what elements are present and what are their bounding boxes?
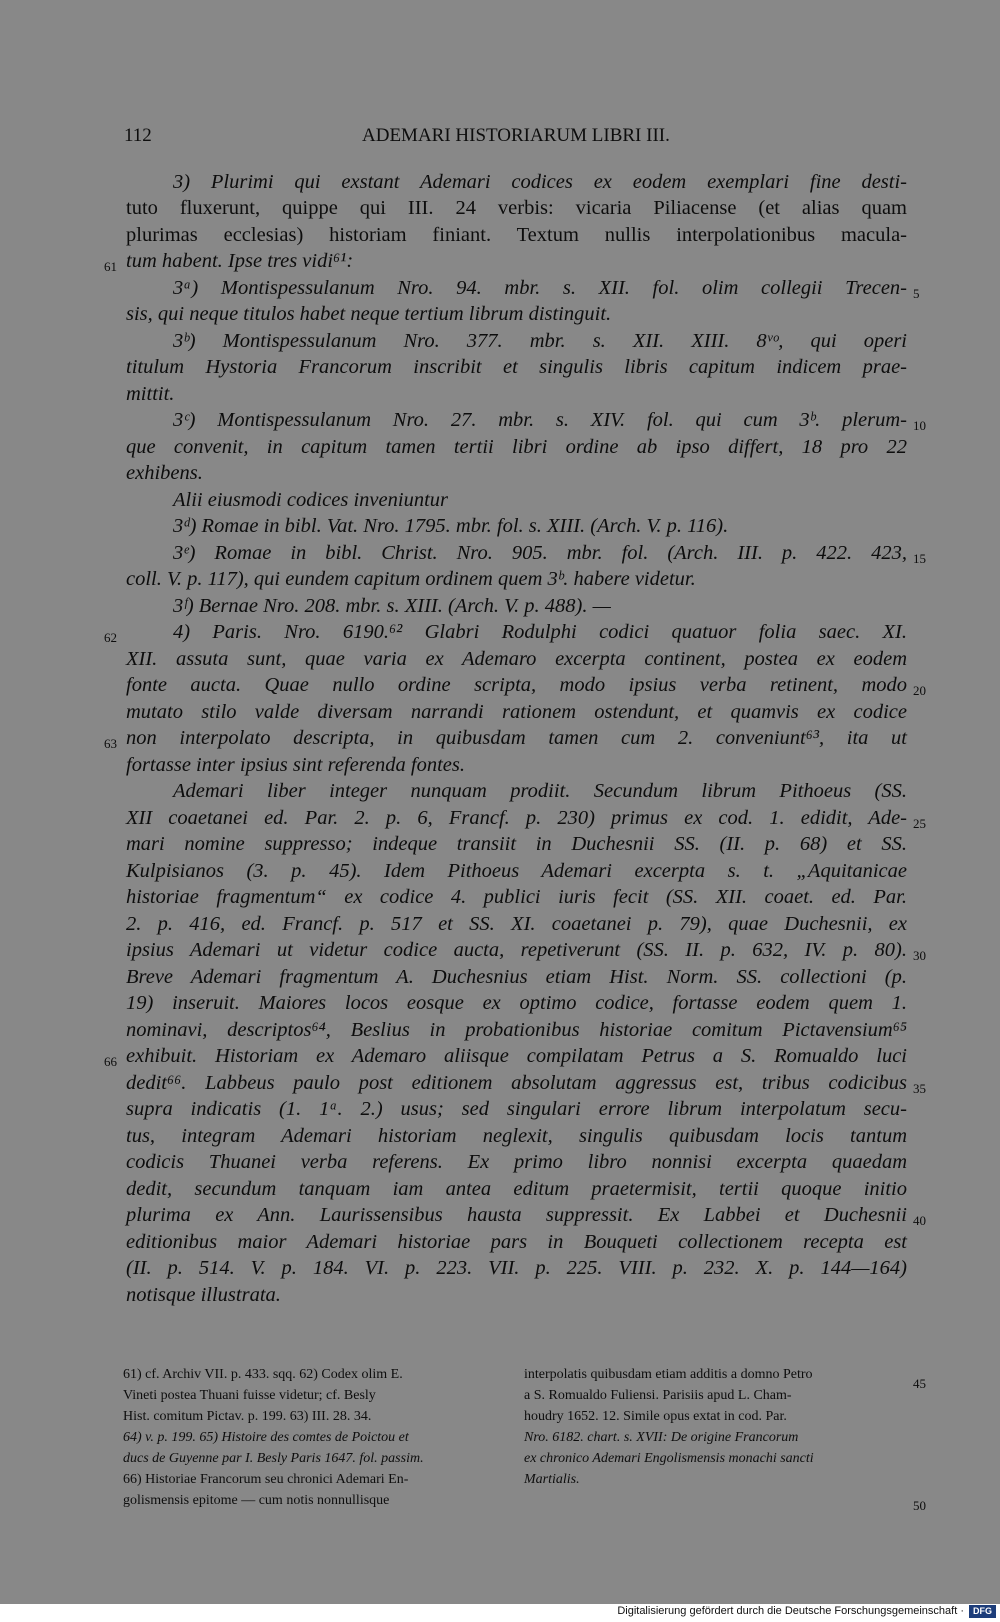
text-line: tuto fluxerunt, quippe qui III. 24 verbis: vicaria Piliacense (et alias quam	[126, 197, 907, 219]
text-line: editionibus maior Ademari historiae pars in Bouqueti collectionem recepta est	[126, 1231, 907, 1253]
text-line: XII coaetanei ed. Par. 2. p. 6, Francf. p. 230) primus ex cod. 1. edidit, Ade-	[126, 807, 907, 829]
line-number: 10	[913, 418, 926, 433]
text-line: dedit, secundum tanquam iam antea editum praetermisit, tertii quoque initio	[126, 1178, 907, 1200]
text-line: 3ᵈ) Romae in bibl. Vat. Nro. 1795. mbr. fol. s. XIII. (Arch. V. p. 116).	[173, 515, 729, 537]
text-line: 3ᶜ) Montispessulanum Nro. 27. mbr. s. XIV. fol. qui cum 3ᵇ. plerum-	[173, 409, 907, 431]
text-line: coll. V. p. 117), qui eundem capitum ordinem quem 3ᵇ. habere videtur.	[126, 568, 696, 590]
text-line: supra indicatis (1. 1ᵃ. 2.) usus; sed singulari errore librum interpolatum secu-	[126, 1098, 907, 1120]
dfg-logo-icon[interactable]: DFG	[969, 1605, 996, 1618]
funding-credit: Digitalisierung gefördert durch die Deutsche Forschungsgemeinschaft ·	[617, 1605, 964, 1617]
text-line: 3ᶠ) Bernae Nro. 208. mbr. s. XIII. (Arch. V. p. 488). —	[173, 595, 611, 617]
footnote-line: ducs de Guyenne par I. Besly Paris 1647. fol. passim.	[123, 1451, 424, 1466]
text-line: 2. p. 416, ed. Francf. p. 517 et SS. XI. coaetanei p. 79), quae Duchesnii, ex	[126, 913, 907, 935]
footnote-line: ex chronico Ademari Engolismensis monachi sancti	[524, 1451, 814, 1466]
footnote-line: Nro. 6182. chart. s. XVII: De origine Francorum	[524, 1430, 799, 1445]
line-number: 25	[913, 816, 926, 831]
footnote-line: Vineti postea Thuani fuisse videtur; cf. Besly	[123, 1388, 376, 1403]
text-line: titulum Hystoria Francorum inscribit et singulis libris capitum indicem prae-	[126, 356, 907, 378]
text-line: 3ᵉ) Romae in bibl. Christ. Nro. 905. mbr. fol. (Arch. III. p. 422. 423,	[173, 542, 907, 564]
line-number: 15	[913, 551, 926, 566]
text-line: mutato stilo valde diversam narrandi rationem ostendunt, et quamvis ex codice	[126, 701, 907, 723]
page-number: 112	[124, 125, 152, 146]
footnote-ref: 62	[104, 630, 117, 645]
footnote-line: golismensis epitome — cum notis nonnullisque	[123, 1493, 390, 1508]
text-line: fortasse inter ipsius sint referenda fontes.	[126, 754, 466, 776]
text-line: que convenit, in capitum tamen tertii libri ordine ab ipso differt, 18 pro 22	[126, 436, 907, 458]
text-line: ipsius Ademari ut videtur codice aucta, repetiverunt (SS. II. p. 632, IV. p. 80).	[126, 939, 907, 961]
text-line: 3ᵇ) Montispessulanum Nro. 377. mbr. s. XII. XIII. 8ᵛᵒ, qui operi	[173, 330, 907, 352]
line-number: 50	[913, 1498, 926, 1513]
text-line: mari nomine suppresso; indeque transiit in Duchesnii SS. (II. p. 68) et SS.	[126, 833, 907, 855]
text-line: Ademari liber integer nunquam prodiit. Secundum librum Pithoeus (SS.	[173, 780, 907, 802]
footnote-ref: 61	[104, 259, 117, 274]
text-line: Kulpisianos (3. p. 45). Idem Pithoeus Ademari excerpta s. t. „Aquitanicae	[126, 860, 907, 882]
text-line: (II. p. 514. V. p. 184. VI. p. 223. VII. p. 225. VIII. p. 232. X. p. 144—164)	[126, 1257, 907, 1279]
line-number: 40	[913, 1213, 926, 1228]
line-number: 45	[913, 1376, 926, 1391]
text-line: 4) Paris. Nro. 6190.⁶² Glabri Rodulphi codici quatuor folia saec. XI.	[173, 621, 907, 643]
text-line: tum habent. Ipse tres vidi⁶¹:	[126, 250, 354, 272]
footnote-line: 61) cf. Archiv VII. p. 433. sqq. 62) Codex olim E.	[123, 1367, 403, 1382]
text-line: mittit.	[126, 383, 175, 405]
footnote-line: 64) v. p. 199. 65) Histoire des comtes de Poictou et	[123, 1430, 409, 1445]
text-line: sis, qui neque titulos habet neque tertium librum distinguit.	[126, 303, 612, 325]
footnote-line: interpolatis quibusdam etiam additis a domno Petro	[524, 1367, 813, 1382]
text-line: XII. assuta sunt, quae varia ex Ademaro excerpta continent, postea ex eodem	[126, 648, 907, 670]
text-line: plurimas ecclesias) historiam finiant. Textum nullis interpolationibus macula-	[126, 224, 907, 246]
text-line: 3ᵃ) Montispessulanum Nro. 94. mbr. s. XII. fol. olim collegii Trecen-	[173, 277, 907, 299]
line-number: 5	[913, 286, 920, 301]
footnote-line: 66) Historiae Francorum seu chronici Ademari En-	[123, 1472, 409, 1487]
footnote-ref: 63	[104, 736, 117, 751]
text-line: exhibuit. Historiam ex Ademaro aliisque compilatam Petrus a S. Romualdo luci	[126, 1045, 907, 1067]
text-line: historiae fragmentum“ ex codice 4. publici iuris fecit (SS. XII. coaet. ed. Par.	[126, 886, 907, 908]
text-line: fonte aucta. Quae nullo ordine scripta, modo ipsius verba retinent, modo	[126, 674, 907, 696]
text-line: plurima ex Ann. Laurissensibus hausta suppressit. Ex Labbei et Duchesnii	[126, 1204, 907, 1226]
footnote-line: a S. Romualdo Fuliensi. Parisiis apud L. Cham-	[524, 1388, 792, 1403]
text-line: Breve Ademari fragmentum A. Duchesnius etiam Hist. Norm. SS. collectioni (p.	[126, 966, 907, 988]
footnote-line: Martialis.	[524, 1472, 580, 1487]
running-title: ADEMARI HISTORIARUM LIBRI III.	[362, 125, 670, 146]
text-line: notisque illustrata.	[126, 1284, 281, 1306]
text-line: dedit⁶⁶. Labbeus paulo post editionem absolutam aggressus est, tribus codicibus	[126, 1072, 907, 1094]
text-line: 19) inseruit. Maiores locos eosque ex optimo codice, fortasse eodem quem 1.	[126, 992, 907, 1014]
line-number: 20	[913, 683, 926, 698]
text-line: non interpolato descripta, in quibusdam tamen cum 2. conveniunt⁶³, ita ut	[126, 727, 907, 749]
footnote-ref: 66	[104, 1054, 117, 1069]
line-number: 30	[913, 948, 926, 963]
text-line: nominavi, descriptos⁶⁴, Beslius in probationibus historiae comitum Pictavensium⁶⁵	[126, 1019, 907, 1041]
footnote-line: houdry 1652. 12. Simile opus extat in cod. Par.	[524, 1409, 787, 1424]
text-line: 3) Plurimi qui exstant Ademari codices ex eodem exemplari fine desti-	[173, 171, 907, 193]
text-line: tus, integram Ademari historiam neglexit, singulis quibusdam locis tantum	[126, 1125, 907, 1147]
text-line: exhibens.	[126, 462, 203, 484]
text-line: Alii eiusmodi codices inveniuntur	[173, 489, 448, 511]
line-number: 35	[913, 1081, 926, 1096]
text-line: codicis Thuanei verba referens. Ex primo libro nonnisi excerpta quaedam	[126, 1151, 907, 1173]
footnote-line: Hist. comitum Pictav. p. 199. 63) III. 28. 34.	[123, 1409, 372, 1424]
